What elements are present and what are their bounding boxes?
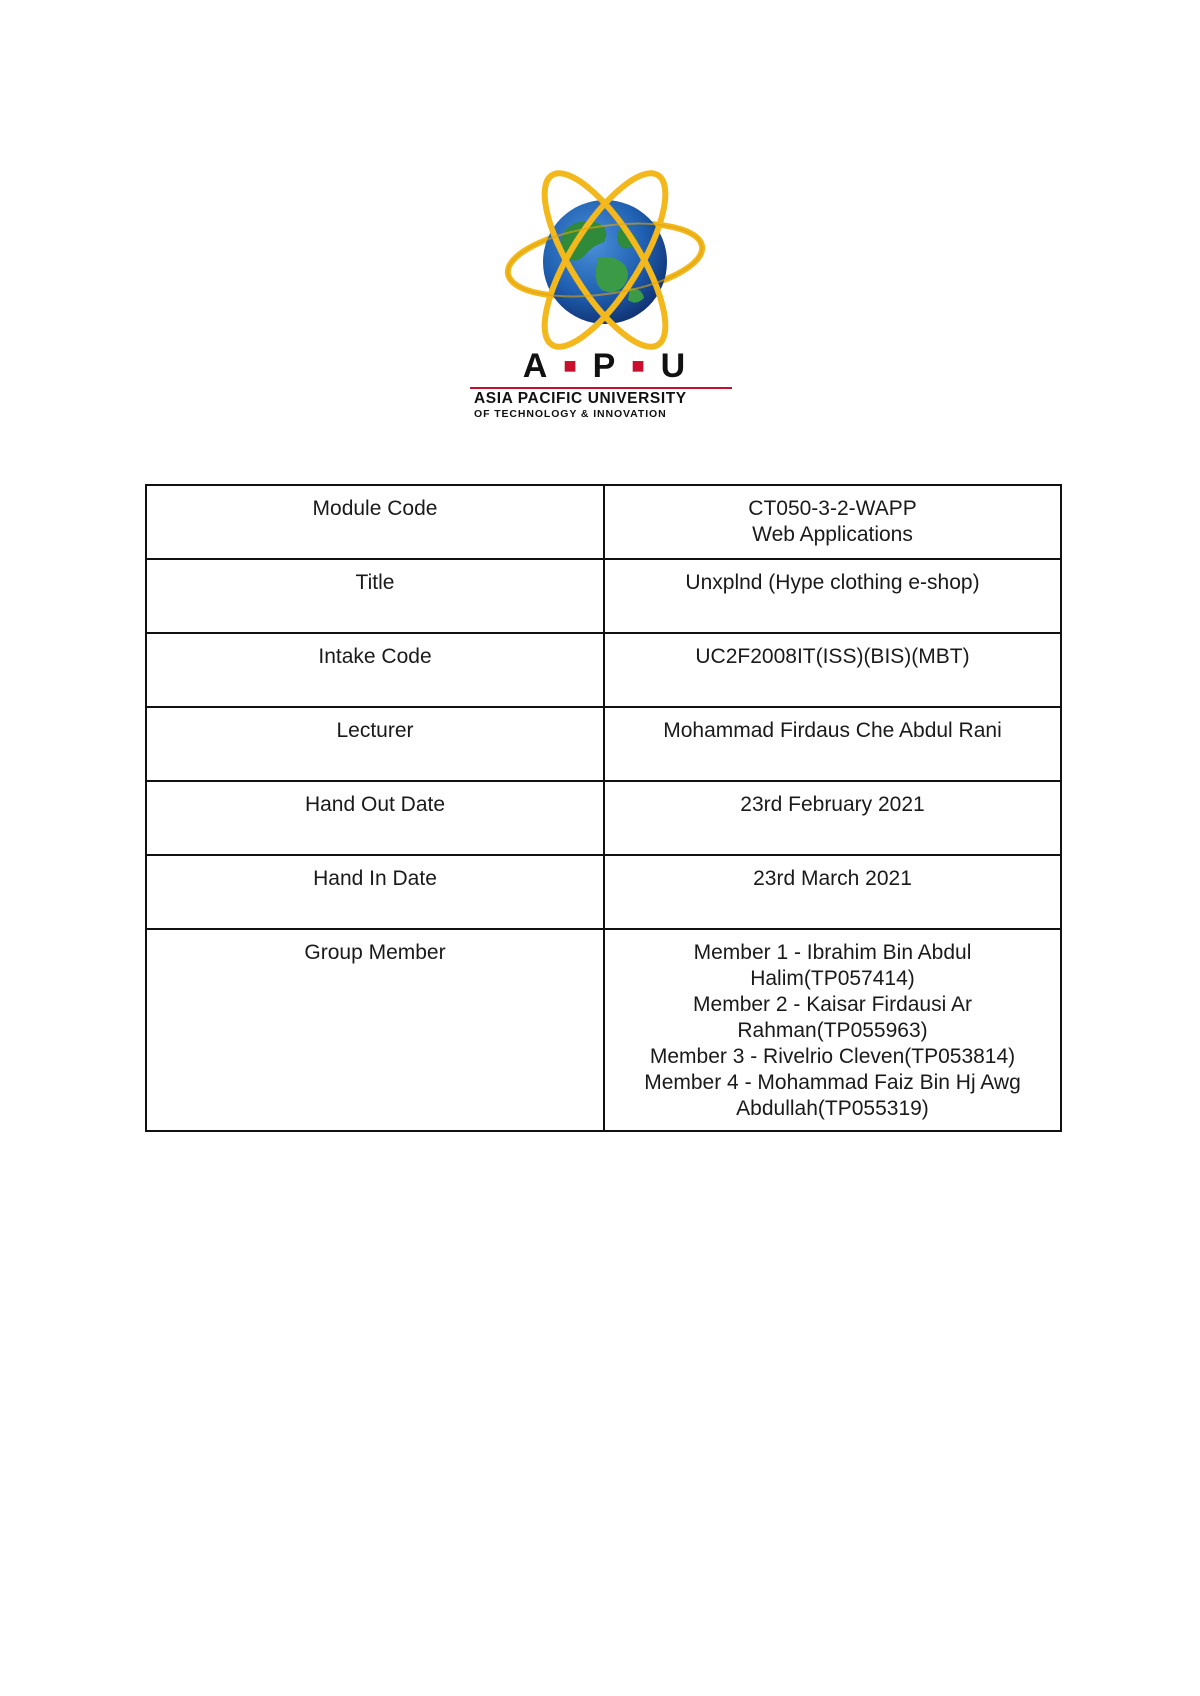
table-cell-label: Hand Out Date (146, 781, 604, 855)
module-code-value: CT050-3-2-WAPP (748, 497, 917, 520)
member-line: Member 4 - Mohammad Faiz Bin Hj Awg (644, 1071, 1021, 1094)
table-cell-label: Title (146, 559, 604, 633)
table-cell-label: Hand In Date (146, 855, 604, 929)
group-members-value (604, 929, 1061, 1131)
logo-letters: A ■ P ■ U (522, 347, 688, 385)
table-row-hand-in-date (146, 855, 1061, 929)
member-line: Member 1 - Ibrahim Bin Abdul (693, 941, 972, 964)
module-name-value: Web Applications (752, 523, 913, 546)
title-value: Unxplnd (Hype clothing e-shop) (604, 559, 1061, 633)
table-row-intake-code (146, 633, 1061, 707)
globe-emblem-icon (470, 170, 740, 350)
hand-in-date-value: 23rd March 2021 (604, 855, 1061, 929)
member-line: Member 2 - Kaisar Firdausi Ar (693, 993, 972, 1016)
table-cell-label: Intake Code (146, 633, 604, 707)
lecturer-value: Mohammad Firdaus Che Abdul Rani (604, 707, 1061, 781)
member-line: Member 3 - Rivelrio Cleven(TP053814) (649, 1045, 1016, 1068)
apu-logo (470, 170, 740, 420)
table-cell-label: Lecturer (146, 707, 604, 781)
table-cell-label: Module Code (146, 485, 604, 559)
logo-tagline: OF TECHNOLOGY & INNOVATION (474, 408, 667, 420)
table-cell-value (604, 485, 1061, 559)
intake-code-value: UC2F2008IT(ISS)(BIS)(MBT) (604, 633, 1061, 707)
table-row-lecturer (146, 707, 1061, 781)
hand-out-date-value: 23rd February 2021 (604, 781, 1061, 855)
table-row-title (146, 559, 1061, 633)
table-row-hand-out-date (146, 781, 1061, 855)
table-row-group-member (146, 929, 1061, 1131)
member-line: Halim(TP057414) (750, 967, 915, 990)
member-line: Rahman(TP055963) (737, 1019, 928, 1042)
member-line: Abdullah(TP055319) (736, 1097, 929, 1120)
logo-divider (470, 387, 732, 389)
table-cell-label: Group Member (146, 929, 604, 1131)
logo-university-name: ASIA PACIFIC UNIVERSITY (474, 390, 687, 407)
cover-details-table (145, 484, 1062, 1132)
table-row-module-code (146, 485, 1061, 559)
